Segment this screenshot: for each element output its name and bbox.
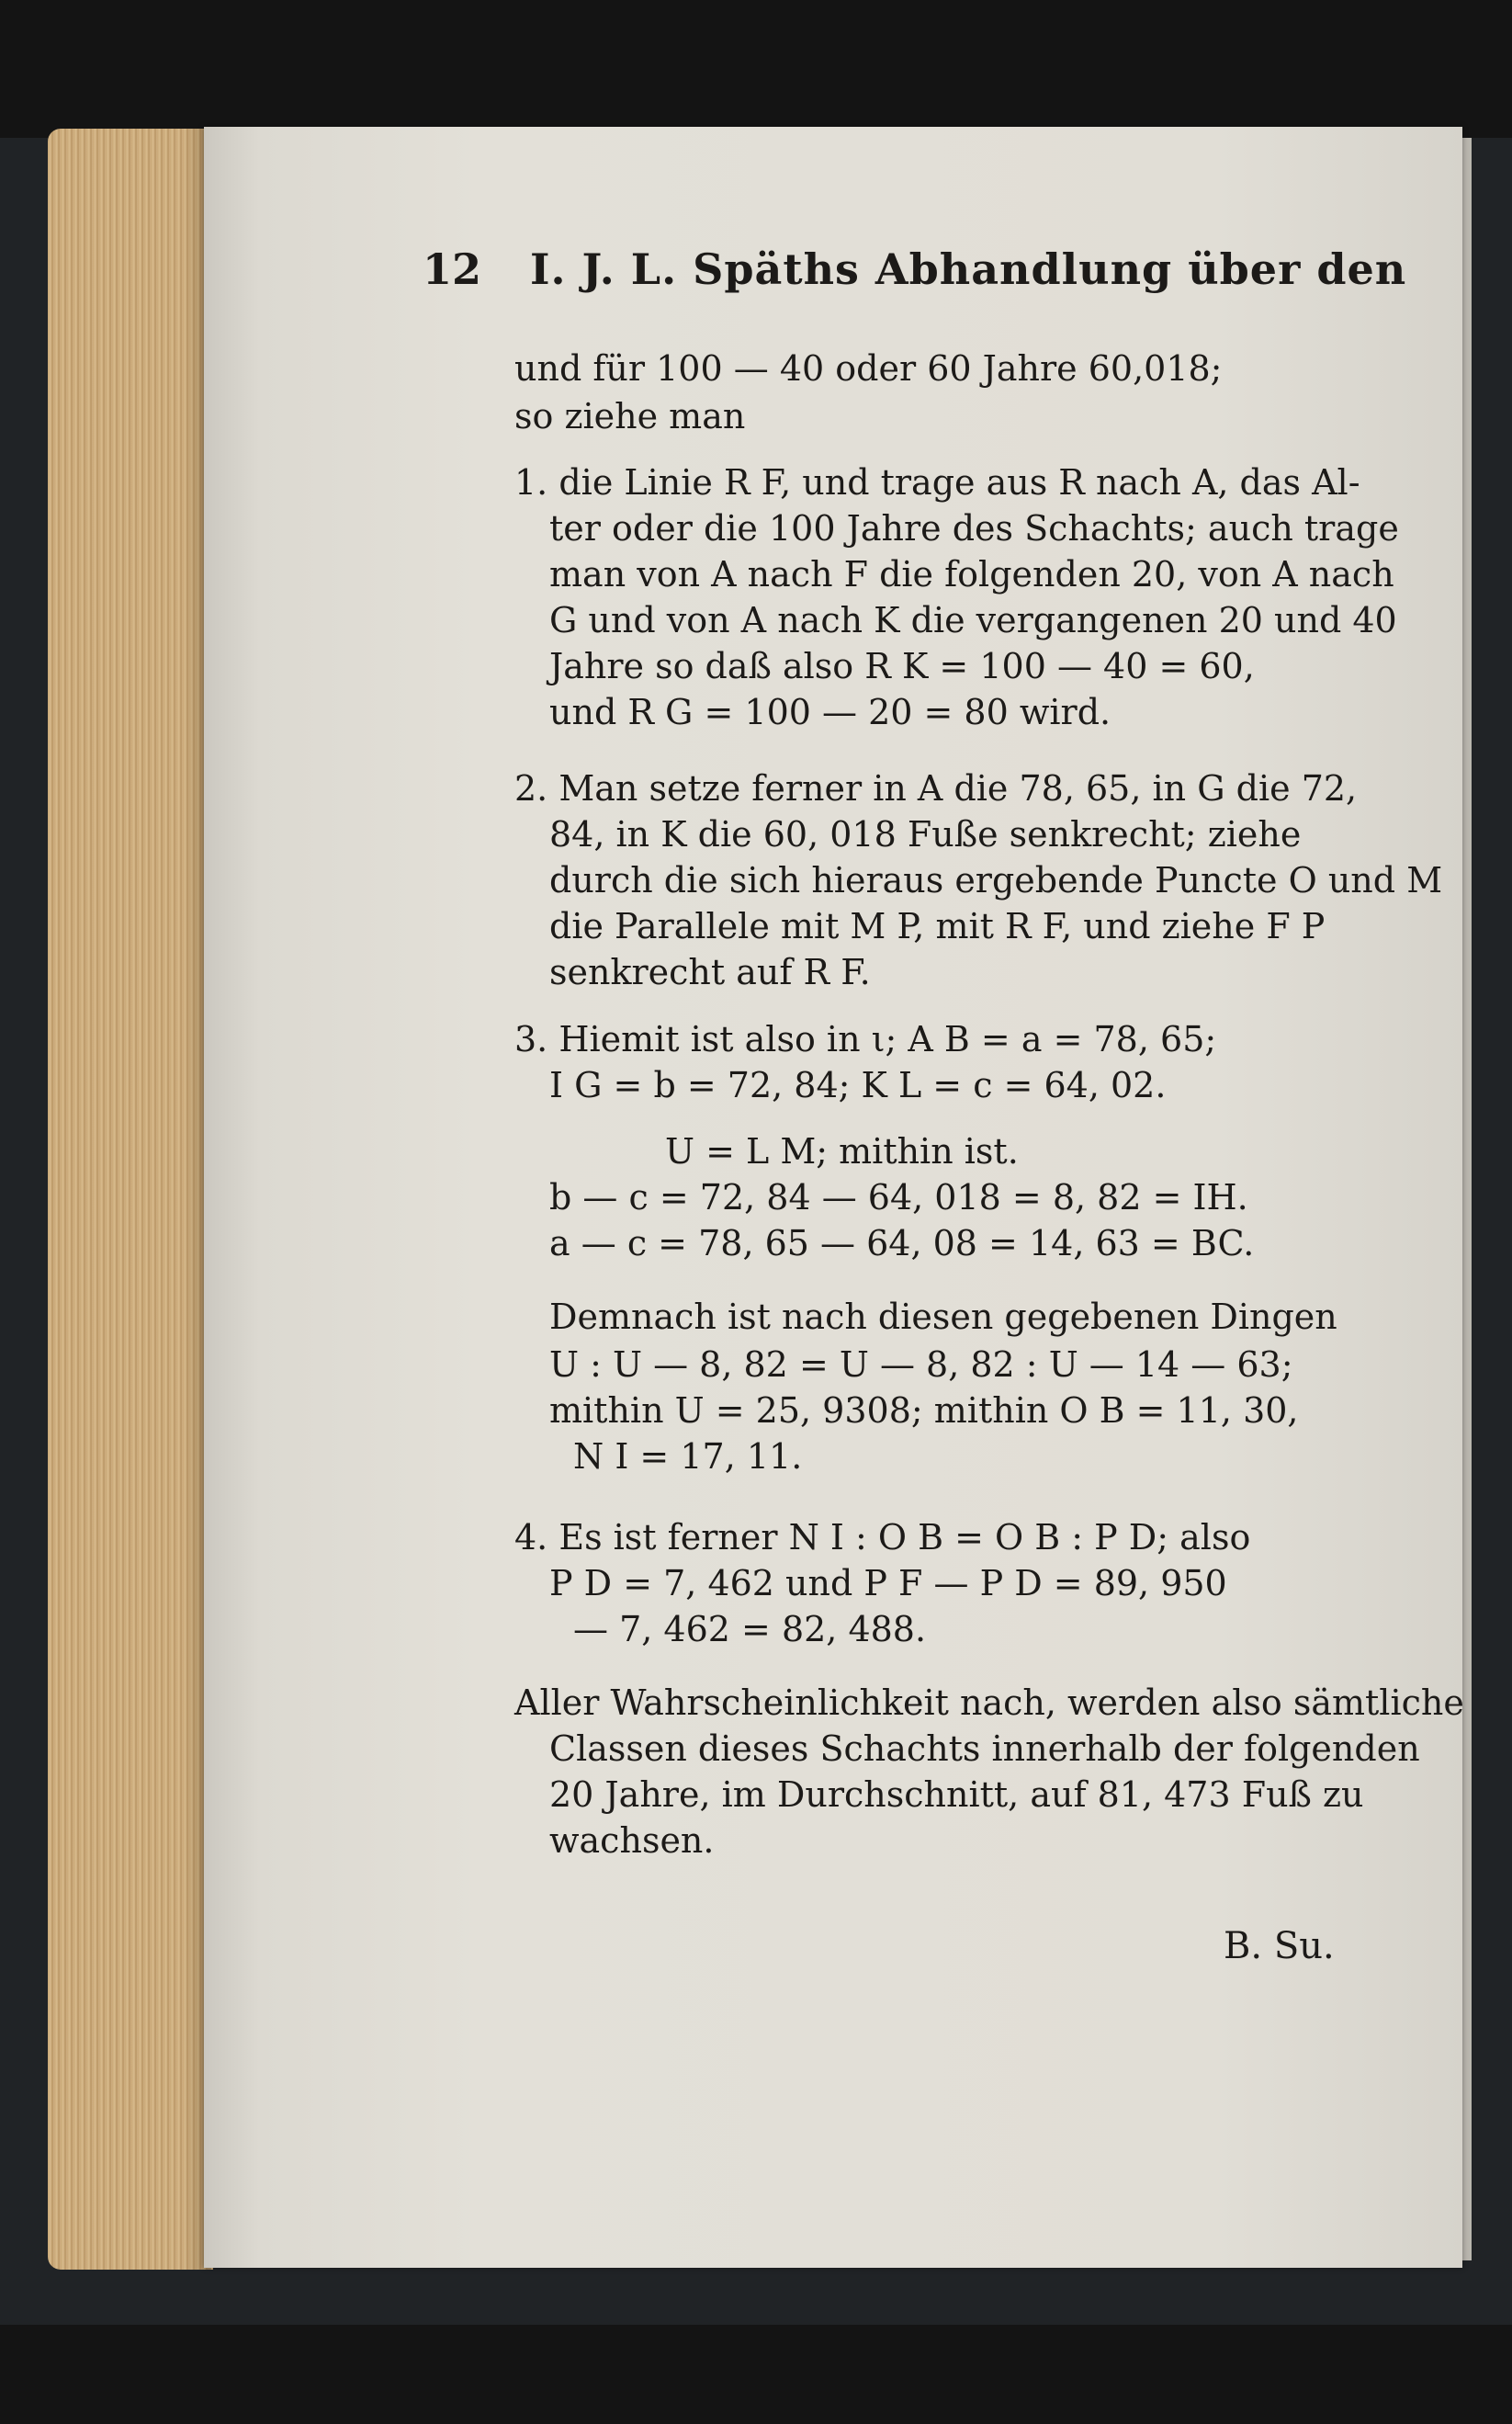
text-line: P D = 7, 462 und P F — P D = 89, 950 bbox=[549, 1563, 1227, 1603]
text-line: wachsen. bbox=[549, 1820, 715, 1861]
text-line: so ziehe man bbox=[514, 396, 746, 436]
text-line: 4. Es ist ferner N I : O B = O B : P D; also bbox=[514, 1517, 1251, 1557]
text-line: G und von A nach K die vergangenen 20 und 40 bbox=[549, 600, 1397, 640]
text-line: — 7, 462 = 82, 488. bbox=[573, 1609, 927, 1649]
text-line: 3. Hiemit ist also in ι; A B = a = 78, 65; bbox=[514, 1019, 1217, 1059]
page-number: 12 bbox=[423, 244, 482, 294]
text-line: 1. die Linie R F, und trage aus R nach A, das Al- bbox=[514, 462, 1360, 503]
text-line: 84, in K die 60, 018 Fuße senkrecht; ziehe bbox=[549, 814, 1302, 855]
text-line: man von A nach F die folgenden 20, von A nach bbox=[549, 554, 1394, 595]
text-line: mithin U = 25, 9308; mithin O B = 11, 30, bbox=[549, 1390, 1299, 1431]
text-line: U : U — 8, 82 = U — 8, 82 : U — 14 — 63; bbox=[549, 1344, 1293, 1385]
text-line: Classen dieses Schachts innerhalb der folgenden bbox=[549, 1728, 1420, 1769]
text-line: und für 100 — 40 oder 60 Jahre 60,018; bbox=[514, 348, 1223, 389]
text-line: durch die sich hieraus ergebende Puncte O und M bbox=[549, 860, 1443, 901]
running-title: I. J. L. Späths Abhandlung über den bbox=[530, 244, 1407, 294]
text-line: Demnach ist nach diesen gegebenen Dingen bbox=[549, 1297, 1337, 1337]
page-right-edge bbox=[1462, 138, 1472, 2260]
text-line: U = L M; mithin ist. bbox=[665, 1131, 1019, 1172]
text-line: N I = 17, 11. bbox=[573, 1436, 803, 1477]
text-line: Aller Wahrscheinlichkeit nach, werden also sämtliche bbox=[514, 1682, 1464, 1723]
text-line: senkrecht auf R F. bbox=[549, 952, 871, 992]
page-text bbox=[204, 127, 1462, 2268]
text-line: 20 Jahre, im Durchschnitt, auf 81, 473 Fuß zu bbox=[549, 1774, 1364, 1815]
text-line: a — c = 78, 65 — 64, 08 = 14, 63 = BC. bbox=[549, 1223, 1255, 1263]
book-page bbox=[204, 127, 1462, 2268]
text-line: b — c = 72, 84 — 64, 018 = 8, 82 = IH. bbox=[549, 1177, 1248, 1218]
text-line: Jahre so daß also R K = 100 — 40 = 60, bbox=[549, 646, 1255, 686]
text-line: die Parallele mit M P, mit R F, und ziehe F P bbox=[549, 906, 1326, 946]
text-line: 2. Man setze ferner in A die 78, 65, in G die 72, bbox=[514, 768, 1358, 809]
text-line: I G = b = 72, 84; K L = c = 64, 02. bbox=[549, 1065, 1167, 1105]
text-line: und R G = 100 — 20 = 80 wird. bbox=[549, 692, 1111, 732]
text-line: ter oder die 100 Jahre des Schachts; auch trage bbox=[549, 508, 1399, 549]
catchword-signature: B. Su. bbox=[1224, 1925, 1335, 1967]
